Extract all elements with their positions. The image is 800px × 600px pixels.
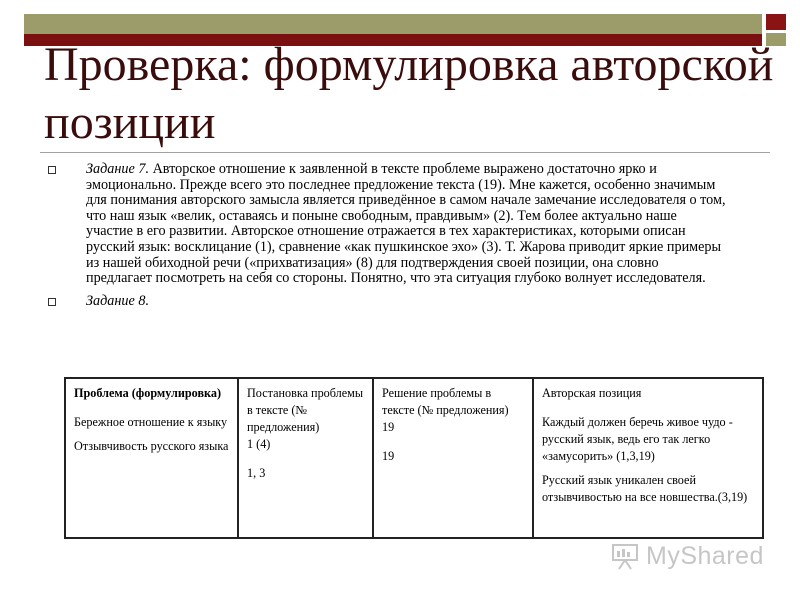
task-label: Задание 7.	[86, 161, 150, 177]
cell-text: 19	[382, 449, 395, 463]
column-header: Решение проблемы в тексте (№ предложения)	[382, 386, 509, 417]
table-cell-author-position	[533, 378, 763, 538]
cell-text: 1 (4)	[247, 437, 271, 451]
title-divider	[40, 152, 770, 153]
column-header: Авторская позиция	[542, 386, 642, 400]
corner-red-square	[766, 14, 786, 30]
table-row	[65, 378, 763, 538]
table-cell-problem	[65, 378, 238, 538]
square-bullet-icon	[48, 166, 56, 174]
cell-text: Каждый должен беречь живое чудо - русский язык, ведь его так легко «замусорить» (1,3,19)	[542, 415, 733, 463]
bullet-list	[48, 162, 748, 309]
bullet-task-8	[48, 294, 748, 310]
presentation-board-icon	[610, 541, 640, 571]
square-bullet-icon	[48, 298, 56, 306]
cell-text: Русский язык уникален своей отзывчивостью на все новшества.(3,19)	[542, 473, 748, 504]
column-header: Постановка проблемы в тексте (№ предложения)	[247, 386, 364, 434]
cell-text: Отзывчивость русского языка	[74, 439, 229, 453]
column-header: Проблема (формулировка)	[74, 386, 222, 400]
cell-text: 1, 3	[247, 466, 266, 480]
watermark	[610, 538, 770, 574]
watermark-text: MyShared	[646, 541, 764, 570]
table-cell-statement	[238, 378, 373, 538]
cell-text: Бережное отношение к языку	[74, 415, 228, 429]
bullet-text	[86, 162, 726, 287]
slide-title: Проверка: формулировка авторской позиции	[44, 38, 774, 149]
task-body: Авторское отношение к заявленной в тексте проблеме выражено достаточно ярко и эмоционально. Прежде всего это последнее предложение текста (19). Мне кажется, особенно значимым для понимания авторского замысла является приведённое в самом начале замечание исследователя о том, что наш язык «велик, оставаясь и поныне свободным, правдивым» (2). Тем более актуально наше участие в его развитии. Авторское отношение отражается в тех характеристиках, которыми описан русский язык: восклицание (1), сравнение «как пушкинское эхо» (3). Т. Жарова приводит яркие примеры из нашей обиходной речи («прихватизация» (8) для подтверждения своей позиции, она словно предлагает посмотреть на себя со стороны. Понятно, что эта ситуация глубоко волнует исследователя.	[86, 161, 726, 287]
bullet-text	[86, 294, 726, 310]
bullet-task-7	[48, 162, 748, 287]
header-olive-bar	[24, 14, 762, 34]
table-cell-solution	[373, 378, 533, 538]
cell-text: 19	[382, 420, 395, 434]
analysis-table	[64, 377, 764, 539]
task-label: Задание 8.	[86, 292, 150, 309]
